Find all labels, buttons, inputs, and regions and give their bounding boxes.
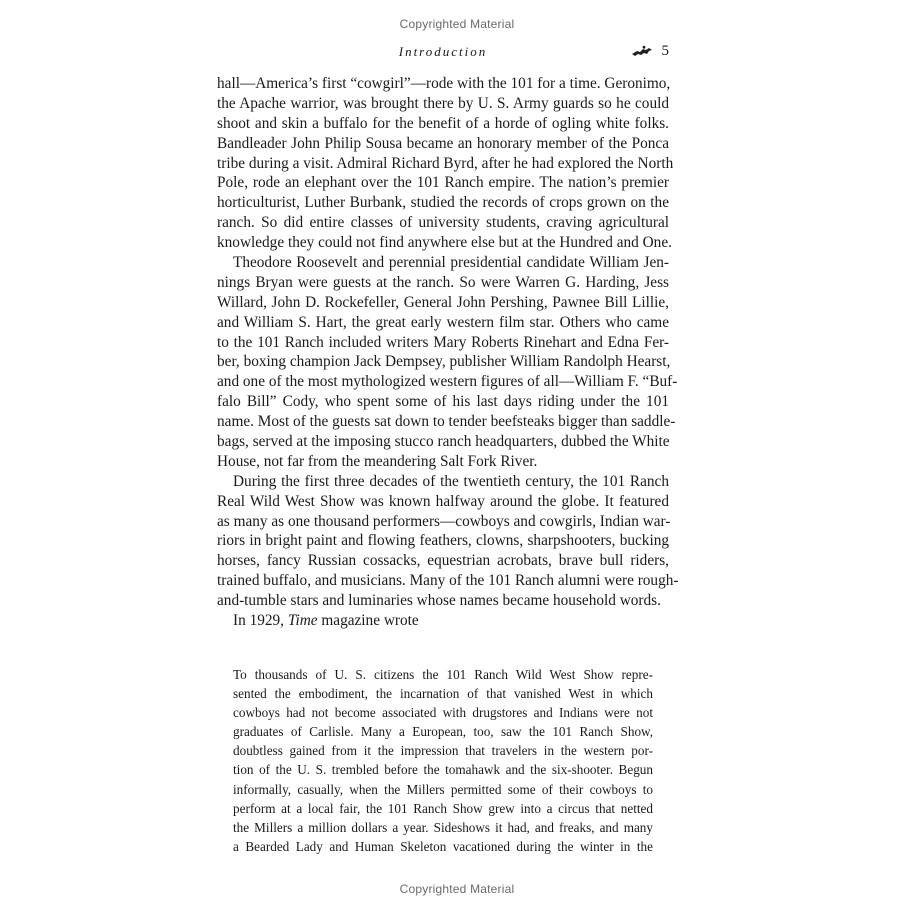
- block-quote: [233, 665, 653, 856]
- quote-line: the Millers a million dollars a year. Sideshows it had, and freaks, and many: [233, 819, 653, 835]
- page-number: 5: [661, 43, 669, 59]
- text-line: and one of the most mythologized western figures of all—William F. “Buf-: [217, 373, 678, 391]
- text-line: falo Bill” Cody, who spent some of his last days riding under the 101: [217, 393, 669, 411]
- text-line: hall—America’s first “cowgirl”—rode with the 101 for a time. Geronimo,: [217, 75, 671, 92]
- text-line: bags, served at the imposing stucco ranch headquarters, dubbed the White: [217, 433, 670, 451]
- text-line: tribe during a visit. Admiral Richard Byrd, after he had explored the North: [217, 154, 674, 172]
- quote-line: cowboys had not become associated with drugstores and Indians were not: [233, 705, 653, 721]
- cowboy-rider-icon: [631, 45, 653, 57]
- text-line: ber, boxing champion Jack Dempsey, publisher William Randolph Hearst,: [217, 353, 671, 371]
- quote-line: To thousands of U. S. citizens the 101 Ranch Wild West Show repre-: [233, 667, 653, 682]
- quote-line: sented the embodiment, the incarnation of that vanished West in which: [233, 686, 653, 702]
- text-line: as many as one thousand performers—cowboys and cowgirls, Indian war-: [217, 512, 671, 530]
- text-line: Pole, rode an elephant over the 101 Ranch empire. The nation’s premier: [217, 174, 669, 192]
- text-line: Real Wild West Show was known halfway around the globe. It featured: [217, 492, 669, 510]
- running-head-title: Introduction: [398, 44, 488, 59]
- main-text: [217, 74, 679, 631]
- text-line: horses, fancy Russian cossacks, equestrian acrobats, brave bull riders,: [217, 552, 669, 570]
- quote-line: graduates of Carlisle. Many a European, too, saw the 101 Ranch Show,: [233, 724, 653, 740]
- text-line: horticulturist, Luther Burbank, studied the records of crops grown on the: [217, 194, 669, 212]
- text-line: and William S. Hart, the great early western film star. Others who came: [217, 313, 669, 331]
- text-line: the Apache warrior, was brought there by U. S. Army guards so he could: [217, 94, 669, 112]
- copyright-watermark-bottom: Copyrighted Material: [399, 882, 515, 896]
- running-head: [217, 43, 669, 63]
- text-line: riors in bright paint and flowing feathers, clowns, sharpshooters, bucking: [217, 532, 669, 550]
- text-line: to the 101 Ranch included writers Mary Roberts Rinehart and Edna Fer-: [217, 333, 669, 351]
- text-line: During the first three decades of the twentieth century, the 101 Ranch: [233, 472, 669, 490]
- paragraph: [217, 611, 669, 631]
- text-line: shoot and skin a buffalo for the benefit of a horde of ogling white folks.: [217, 114, 669, 132]
- text-line: and-tumble stars and luminaries whose names became household words.: [217, 592, 661, 610]
- copyright-watermark-top: Copyrighted Material: [399, 17, 515, 31]
- text-line: trained buffalo, and musicians. Many of the 101 Ranch alumni were rough-: [217, 572, 679, 590]
- quote-line: perform at a local fair, the 101 Ranch Show grew into a circus that netted: [233, 800, 653, 816]
- text-line: Bandleader John Philip Sousa became an honorary member of the Ponca: [217, 134, 669, 152]
- quote-line: tion of the U. S. trembled before the tomahawk and the six-shooter. Begun: [233, 762, 653, 778]
- text-line: nings Bryan were guests at the ranch. So were Warren G. Harding, Jess: [217, 273, 669, 291]
- paragraph: [217, 253, 678, 472]
- text-line: ranch. So did entire classes of university students, craving agricultural: [217, 214, 669, 232]
- text-line: knowledge they could not find anywhere else but at the Hundred and One.: [217, 234, 672, 252]
- paragraph: [217, 472, 679, 611]
- text-line: [217, 611, 669, 631]
- quote-line: informally, casually, when the Millers permitted some of their cowboys to: [233, 781, 653, 797]
- time-intro-after: magazine wrote: [317, 612, 419, 630]
- time-magazine-title: Time: [287, 612, 318, 630]
- quote-line: doubtless gained from it the impression that travelers in the western por-: [233, 743, 653, 759]
- time-intro-before: In 1929,: [233, 612, 288, 630]
- text-line: Theodore Roosevelt and perennial presidential candidate William Jen-: [233, 254, 669, 272]
- text-line: House, not far from the meandering Salt Fork River.: [217, 452, 538, 470]
- paragraph: [217, 74, 674, 253]
- quote-line: a Bearded Lady and Human Skeleton vacationed during the winter in the: [233, 838, 653, 854]
- text-line: name. Most of the guests sat down to tender beefsteaks bigger than saddle-: [217, 413, 676, 431]
- text-line: Willard, John D. Rockefeller, General John Pershing, Pawnee Bill Lillie,: [217, 293, 669, 311]
